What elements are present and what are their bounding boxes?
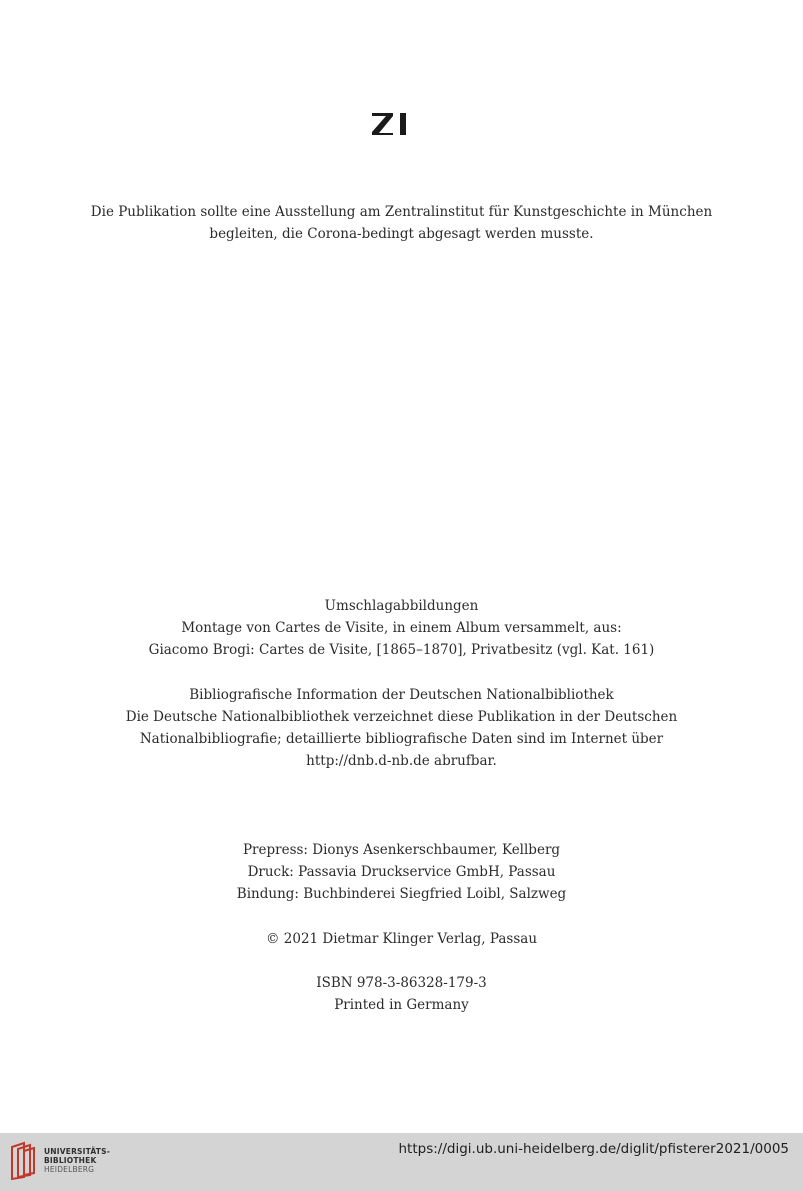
printed-in: Printed in Germany — [334, 997, 469, 1013]
production-credits — [0, 839, 803, 905]
publication-note-line: begleiten, die Corona-bedingt abgesagt werden musste. — [209, 226, 594, 242]
ub-heidelberg-logo-icon[interactable] — [8, 1141, 38, 1181]
biblio-heading: Bibliografische Information der Deutschen Nationalbibliothek — [189, 687, 614, 703]
isbn-number: ISBN 978-3-86328-179-3 — [316, 975, 487, 991]
cover-line: Giacomo Brogi: Cartes de Visite, [1865–1870], Privatbesitz (vgl. Kat. 161) — [148, 642, 655, 658]
biblio-line: Die Deutsche Nationalbibliothek verzeichnet diese Publikation in der Deutschen — [125, 709, 678, 725]
zi-logo-icon — [371, 112, 415, 136]
druck-credit: Druck: Passavia Druckservice GmbH, Passau — [247, 864, 556, 880]
prepress-credit: Prepress: Dionys Asenkerschbaumer, Kellberg — [242, 842, 561, 858]
copyright-line: © 2021 Dietmar Klinger Verlag, Passau — [265, 931, 538, 947]
bindung-credit: Bindung: Buchbinderei Siegfried Loibl, Salzweg — [236, 886, 567, 902]
biblio-line: http://dnb.d-nb.de abrufbar. — [306, 753, 497, 769]
cover-heading: Umschlagabbildungen — [324, 598, 479, 614]
library-name-line: HEIDELBERG — [44, 1165, 95, 1174]
bibliographic-information — [0, 684, 803, 772]
cover-illustration-credit — [0, 595, 803, 661]
copyright-notice — [0, 928, 803, 950]
permalink-url[interactable]: https://digi.ub.uni-heidelberg.de/diglit/pfisterer2021/0005 — [398, 1141, 789, 1157]
library-name-line: BIBLIOTHEK — [44, 1156, 97, 1165]
publication-note — [0, 201, 803, 245]
biblio-line: Nationalbibliografie; detaillierte bibliografische Daten sind im Internet über — [139, 731, 664, 747]
cover-line: Montage von Cartes de Visite, in einem Album versammelt, aus: — [181, 620, 622, 636]
isbn-block — [0, 972, 803, 1016]
library-name[interactable] — [44, 1147, 110, 1174]
library-name-line: UNIVERSITÄTS- — [44, 1147, 111, 1156]
publication-note-line: Die Publikation sollte eine Ausstellung am Zentralinstitut für Kunstgeschichte in München — [90, 204, 713, 220]
